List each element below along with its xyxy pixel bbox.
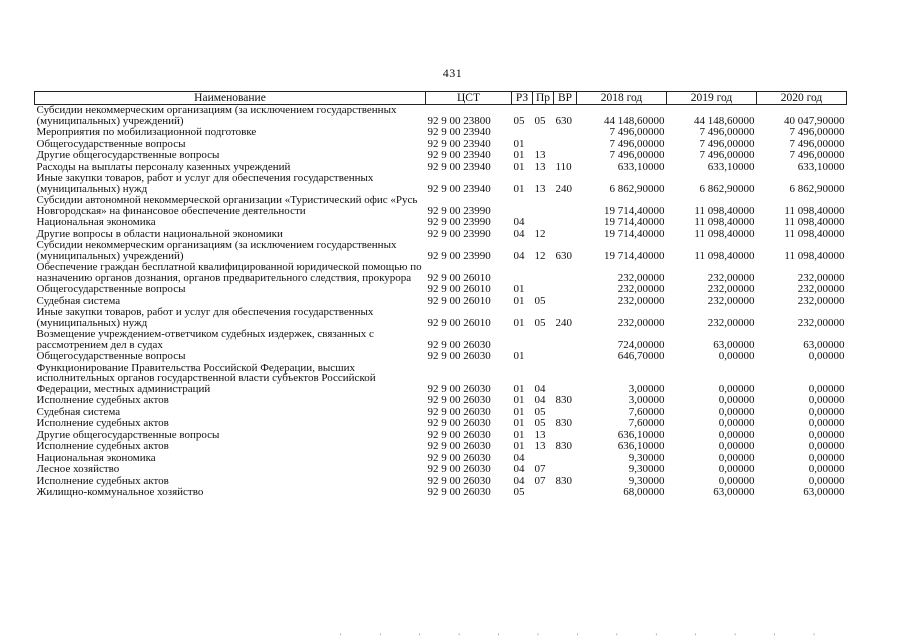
row-cst: 92 9 00 26030	[427, 440, 491, 452]
row-name: Судебная система	[36, 294, 121, 307]
row-rz: 01	[513, 394, 525, 406]
row-value-2020: 7 496,00000	[789, 137, 845, 150]
row-value-2018: 636,10000	[617, 440, 665, 452]
row-vr	[554, 150, 577, 162]
row-rz	[512, 329, 533, 351]
row-vr	[554, 487, 577, 499]
table-row	[35, 105, 847, 128]
row-value-2019: 63,00000	[713, 338, 755, 351]
row-pr: 13	[534, 149, 546, 161]
row-value-2020: 7 496,00000	[789, 149, 845, 161]
row-value-2020: 0,00000	[808, 350, 845, 362]
row-cst: 92 9 00 26030	[427, 417, 491, 429]
row-cst: 92 9 00 26010	[427, 294, 491, 307]
scan-artifacts: ' ' ' ' ' ' ' ' ' ' ' ' '	[340, 632, 833, 638]
row-cst: 92 9 00 23940	[427, 160, 491, 173]
row-rz: 01	[513, 160, 525, 173]
row-rz	[512, 262, 533, 284]
row-cst: 92 9 00 23940	[427, 137, 491, 150]
row-value-2020: 63,00000	[803, 338, 845, 351]
row-value-2018: 19 714,40000	[604, 227, 665, 240]
row-value-2018: 724,00000	[617, 338, 665, 351]
row-value-2020: 0,00000	[808, 440, 845, 452]
row-value-2018: 232,00000	[617, 283, 665, 295]
row-rz	[512, 195, 533, 217]
row-vr	[554, 329, 577, 351]
row-value-2019: 7 496,00000	[699, 126, 755, 138]
table-row	[35, 351, 847, 363]
row-pr	[533, 487, 554, 499]
row-value-2018: 232,00000	[617, 271, 665, 284]
row-pr: 07	[534, 463, 546, 475]
row-vr	[554, 284, 577, 296]
row-value-2020: 232,00000	[797, 294, 845, 307]
table-row	[35, 464, 847, 476]
row-value-2020: 232,00000	[797, 271, 845, 284]
row-rz: 01	[513, 405, 525, 418]
row-rz: 01	[513, 182, 525, 195]
row-vr	[554, 127, 577, 139]
row-vr	[554, 195, 577, 217]
row-name: Субсидии некоммерческим организациям (за исключением государственных (муниципальных) учреждений)	[36, 239, 397, 262]
row-name: Исполнение судебных актов	[36, 440, 169, 452]
row-value-2019: 44 148,60000	[694, 114, 755, 127]
row-value-2020: 0,00000	[808, 451, 845, 464]
row-value-2018: 636,10000	[617, 428, 665, 441]
row-vr	[554, 351, 577, 363]
table-row	[35, 441, 847, 453]
row-value-2018: 3,00000	[628, 382, 665, 395]
row-name: Субсидии некоммерческим организациям (за исключением государственных (муниципальных) учреждений)	[36, 104, 397, 127]
row-pr: 13	[534, 440, 546, 452]
row-value-2020: 633,10000	[797, 160, 845, 173]
row-pr: 13	[534, 428, 546, 441]
row-name: Исполнение судебных актов	[36, 394, 169, 406]
row-value-2019: 11 098,40000	[694, 204, 755, 217]
row-value-2018: 232,00000	[617, 316, 665, 329]
row-rz: 01	[513, 294, 525, 307]
row-value-2019: 232,00000	[707, 316, 755, 329]
row-value-2020: 7 496,00000	[789, 126, 845, 138]
row-pr: 04	[534, 382, 546, 395]
header-pr: Пр	[533, 92, 554, 105]
table-row	[35, 418, 847, 430]
row-pr: 13	[534, 160, 546, 173]
row-vr	[554, 464, 577, 476]
row-rz: 04	[513, 249, 525, 262]
row-cst: 92 9 00 26030	[427, 350, 491, 362]
table-row	[35, 127, 847, 139]
row-cst: 92 9 00 26010	[427, 316, 491, 329]
row-value-2020: 11 098,40000	[784, 249, 845, 262]
header-rz: РЗ	[512, 92, 533, 105]
row-vr	[554, 139, 577, 151]
row-rz: 01	[513, 137, 525, 150]
header-vr: ВР	[554, 92, 577, 105]
row-name: Общегосударственные вопросы	[36, 283, 186, 295]
row-value-2019: 0,00000	[718, 382, 755, 395]
budget-table	[34, 91, 847, 499]
row-cst: 92 9 00 23940	[427, 149, 491, 161]
header-2019: 2019 год	[667, 92, 757, 105]
row-value-2020: 232,00000	[797, 283, 845, 295]
row-value-2019: 0,00000	[718, 451, 755, 464]
row-name: Иные закупки товаров, работ и услуг для обеспечения государственных (муниципальных) нужд	[36, 172, 374, 195]
row-value-2020: 232,00000	[797, 316, 845, 329]
row-pr	[533, 329, 554, 351]
row-value-2018: 7,60000	[628, 417, 665, 429]
row-value-2020: 63,00000	[803, 486, 845, 498]
row-cst: 92 9 00 23990	[427, 249, 491, 262]
row-cst: 92 9 00 26030	[427, 486, 491, 498]
table-header-row	[35, 92, 847, 105]
table-row	[35, 329, 847, 351]
row-value-2018: 9,30000	[628, 451, 665, 464]
row-value-2019: 232,00000	[707, 283, 755, 295]
row-name: Функционирование Правительства Российской Федерации, высших исполнительных органов государственной власти субъектов Российской Федерации, местных администраций	[36, 361, 376, 395]
row-name: Мероприятия по мобилизационной подготовке	[36, 126, 257, 138]
row-value-2018: 7 496,00000	[609, 137, 665, 150]
row-pr	[533, 351, 554, 363]
row-name: Национальная экономика	[36, 216, 156, 228]
row-value-2018: 633,10000	[617, 160, 665, 173]
row-value-2020: 0,00000	[808, 428, 845, 441]
table-body	[35, 105, 847, 499]
row-cst: 92 9 00 26030	[427, 394, 491, 406]
row-value-2018: 3,00000	[628, 394, 665, 406]
row-name: Другие общегосударственные вопросы	[36, 149, 220, 161]
row-value-2020: 40 047,90000	[784, 114, 845, 127]
row-cst: 92 9 00 26030	[427, 338, 491, 351]
row-pr: 07	[534, 474, 546, 487]
row-value-2020: 11 098,40000	[784, 204, 845, 217]
row-rz	[512, 127, 533, 139]
row-value-2018: 9,30000	[628, 463, 665, 475]
row-rz: 04	[513, 216, 525, 228]
row-value-2020: 0,00000	[808, 474, 845, 487]
row-vr	[554, 217, 577, 229]
row-value-2019: 0,00000	[718, 350, 755, 362]
table-row	[35, 195, 847, 217]
row-value-2019: 0,00000	[718, 463, 755, 475]
table-row	[35, 217, 847, 229]
row-vr: 630	[555, 249, 572, 262]
row-value-2019: 11 098,40000	[694, 249, 755, 262]
row-name: Общегосударственные вопросы	[36, 350, 186, 362]
row-vr: 830	[555, 474, 572, 487]
row-value-2019: 7 496,00000	[699, 149, 755, 161]
row-rz: 05	[513, 114, 525, 127]
row-cst: 92 9 00 23990	[427, 204, 491, 217]
row-vr	[554, 453, 577, 465]
row-rz: 01	[513, 417, 525, 429]
row-rz: 04	[513, 463, 525, 475]
row-value-2019: 0,00000	[718, 394, 755, 406]
row-value-2018: 19 714,40000	[604, 249, 665, 262]
row-value-2019: 0,00000	[718, 474, 755, 487]
header-2018: 2018 год	[577, 92, 667, 105]
row-vr: 110	[555, 160, 572, 173]
row-value-2020: 0,00000	[808, 417, 845, 429]
row-value-2020: 0,00000	[808, 405, 845, 418]
row-name: Обеспечение граждан бесплатной квалифицированной юридической помощью по назначению органов дознания, органов предварительного следствия, прокурора	[36, 261, 422, 284]
row-name: Жилищно-коммунальное хозяйство	[36, 486, 204, 498]
row-rz: 04	[513, 227, 525, 240]
table-row	[35, 150, 847, 162]
table-row	[35, 173, 847, 195]
row-pr: 05	[534, 417, 546, 429]
table-row	[35, 363, 847, 396]
row-vr: 240	[555, 182, 572, 195]
row-cst: 92 9 00 23990	[427, 227, 491, 240]
row-cst: 92 9 00 26030	[427, 428, 491, 441]
row-value-2019: 232,00000	[707, 294, 755, 307]
row-value-2019: 0,00000	[718, 417, 755, 429]
row-vr: 630	[555, 114, 572, 127]
row-value-2018: 7,60000	[628, 405, 665, 418]
row-cst: 92 9 00 26030	[427, 451, 491, 464]
row-value-2019: 0,00000	[718, 405, 755, 418]
row-pr: 12	[534, 249, 546, 262]
row-rz: 04	[513, 451, 525, 464]
row-vr	[554, 262, 577, 284]
row-rz: 05	[513, 486, 525, 498]
row-cst: 92 9 00 26010	[427, 271, 491, 284]
row-vr	[554, 229, 577, 241]
row-pr	[533, 217, 554, 229]
row-pr: 05	[534, 405, 546, 418]
row-value-2018: 646,70000	[617, 350, 665, 362]
row-value-2019: 6 862,90000	[699, 182, 755, 195]
row-name: Национальная экономика	[36, 451, 156, 464]
row-value-2018: 6 862,90000	[609, 182, 665, 195]
row-value-2018: 19 714,40000	[604, 204, 665, 217]
table-row	[35, 487, 847, 499]
table-row	[35, 262, 847, 284]
row-vr	[554, 363, 577, 396]
row-pr: 12	[534, 227, 546, 240]
row-value-2020: 6 862,90000	[789, 182, 845, 195]
row-name: Другие вопросы в области национальной экономики	[36, 227, 283, 240]
row-name: Иные закупки товаров, работ и услуг для обеспечения государственных (муниципальных) нужд	[36, 306, 374, 329]
row-pr	[533, 284, 554, 296]
row-pr	[533, 262, 554, 284]
row-name: Общегосударственные вопросы	[36, 137, 186, 150]
row-value-2019: 7 496,00000	[699, 137, 755, 150]
row-cst: 92 9 00 26030	[427, 382, 491, 395]
row-value-2018: 68,00000	[623, 486, 665, 498]
row-value-2020: 11 098,40000	[784, 216, 845, 228]
row-vr: 240	[555, 316, 572, 329]
row-vr: 830	[555, 394, 572, 406]
row-cst: 92 9 00 23940	[427, 126, 491, 138]
row-vr	[554, 296, 577, 308]
row-rz: 01	[513, 149, 525, 161]
row-cst: 92 9 00 26030	[427, 463, 491, 475]
row-pr: 04	[534, 394, 546, 406]
row-value-2020: 0,00000	[808, 394, 845, 406]
header-cst: ЦСТ	[426, 92, 512, 105]
header-2020: 2020 год	[757, 92, 847, 105]
row-value-2018: 9,30000	[628, 474, 665, 487]
row-rz: 01	[513, 350, 525, 362]
row-name: Лесное хозяйство	[36, 463, 120, 475]
row-name: Другие общегосударственные вопросы	[36, 428, 220, 441]
row-name: Субсидии автономной некоммерческой организации «Туристический офис «Русь Новгородская» на финансовое обеспечение деятельности	[36, 194, 418, 217]
row-value-2019: 232,00000	[707, 271, 755, 284]
table-row	[35, 307, 847, 329]
row-value-2018: 19 714,40000	[604, 216, 665, 228]
row-value-2019: 0,00000	[718, 440, 755, 452]
row-value-2020: 0,00000	[808, 382, 845, 395]
row-rz: 01	[513, 382, 525, 395]
row-value-2018: 7 496,00000	[609, 149, 665, 161]
row-value-2019: 63,00000	[713, 486, 755, 498]
row-cst: 92 9 00 23940	[427, 182, 491, 195]
table-row	[35, 284, 847, 296]
row-value-2020: 11 098,40000	[784, 227, 845, 240]
row-pr: 05	[534, 294, 546, 307]
row-pr: 05	[534, 316, 546, 329]
row-value-2018: 232,00000	[617, 294, 665, 307]
row-value-2020: 0,00000	[808, 463, 845, 475]
page-number: 431	[442, 66, 463, 80]
row-pr	[533, 195, 554, 217]
row-value-2019: 11 098,40000	[694, 227, 755, 240]
row-cst: 92 9 00 23800	[427, 114, 491, 127]
header-name: Наименование	[35, 92, 426, 105]
row-name: Расходы на выплаты персоналу казенных учреждений	[36, 160, 291, 173]
row-rz: 01	[513, 440, 525, 452]
row-cst: 92 9 00 26010	[427, 283, 491, 295]
row-cst: 92 9 00 23990	[427, 216, 491, 228]
row-vr: 830	[555, 417, 572, 429]
row-rz: 01	[513, 428, 525, 441]
row-name: Возмещение учреждением-ответчиком судебных издержек, связанных с рассмотрением дел в судах	[36, 328, 374, 351]
row-value-2018: 44 148,60000	[604, 114, 665, 127]
row-pr	[533, 127, 554, 139]
table-row	[35, 395, 847, 407]
row-name: Исполнение судебных актов	[36, 417, 169, 429]
row-vr: 830	[555, 440, 572, 452]
row-rz: 01	[513, 316, 525, 329]
row-pr: 13	[534, 182, 546, 195]
row-value-2019: 0,00000	[718, 428, 755, 441]
row-value-2019: 633,10000	[707, 160, 755, 173]
row-name: Исполнение судебных актов	[36, 474, 169, 487]
row-rz: 01	[513, 283, 525, 295]
row-value-2018: 7 496,00000	[609, 126, 665, 138]
row-name: Судебная система	[36, 405, 121, 418]
row-pr: 05	[534, 114, 546, 127]
row-rz: 04	[513, 474, 525, 487]
row-cst: 92 9 00 26030	[427, 405, 491, 418]
table-row	[35, 240, 847, 262]
row-cst: 92 9 00 26030	[427, 474, 491, 487]
row-value-2019: 11 098,40000	[694, 216, 755, 228]
